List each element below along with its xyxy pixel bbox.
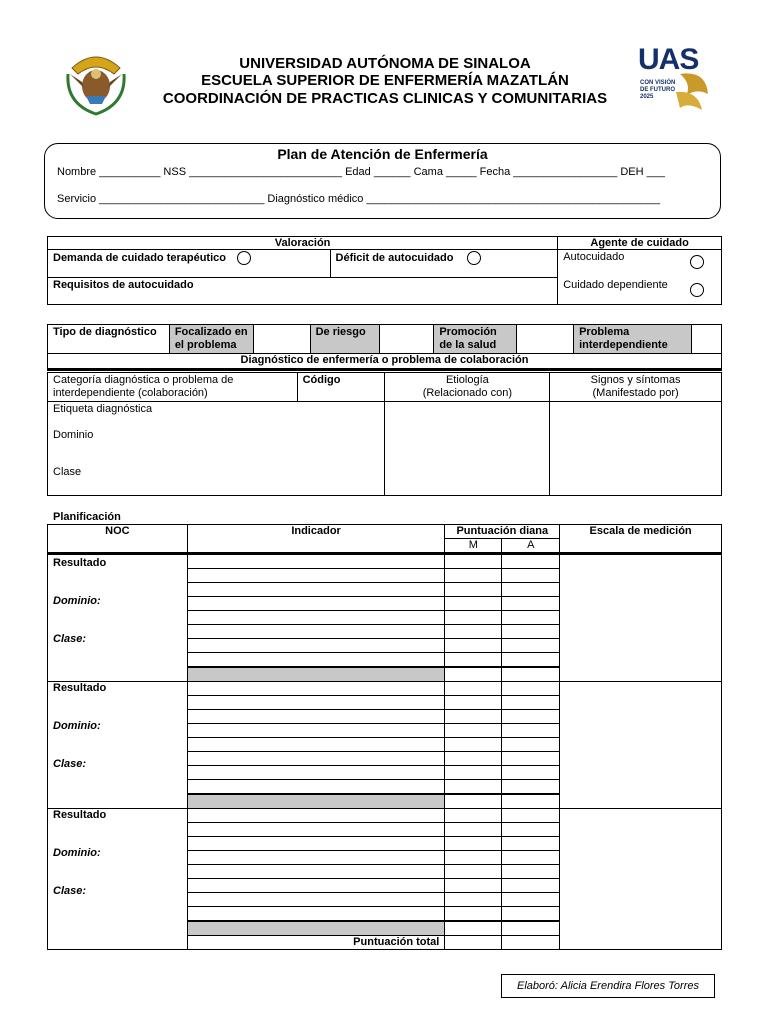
clase-label: Clase: [53, 466, 82, 478]
m-cell[interactable]: [445, 809, 502, 823]
categoria-label: Categoría diagnóstica o problema de interdependiente (colaboración): [48, 373, 298, 402]
indicador-subtotal: [187, 667, 445, 682]
resultado-cell-1[interactable]: [48, 554, 188, 682]
a-total-cell[interactable]: [502, 936, 560, 950]
clase-label-3: Clase:: [53, 885, 87, 897]
resultado-label-2: Resultado: [53, 682, 107, 694]
a-cell[interactable]: [502, 809, 560, 823]
promocion-label: Promoción de la salud: [434, 325, 517, 354]
deficit-radio[interactable]: [467, 251, 481, 265]
noc-header: NOC: [48, 525, 188, 554]
resultado-label-3: Resultado: [53, 809, 107, 821]
m-cell[interactable]: [445, 738, 502, 752]
riesgo-box[interactable]: [380, 325, 434, 354]
diagnostico-section-title: Diagnóstico de enfermería o problema de colaboración: [48, 354, 722, 370]
m-cell[interactable]: [445, 625, 502, 639]
m-cell[interactable]: [445, 893, 502, 907]
puntuacion-header: Puntuación diana: [445, 525, 560, 539]
diagnostico-detail-table: [47, 372, 722, 496]
problema-box[interactable]: [692, 325, 722, 354]
header-university: UNIVERSIDAD AUTÓNOMA DE SINALOA: [239, 55, 531, 72]
a-cell[interactable]: [502, 837, 560, 851]
elaboro-footer: Elaboró: Alicia Erendira Flores Torres: [501, 974, 715, 998]
autocuidado-label: Autocuidado: [563, 251, 625, 263]
indicador-row[interactable]: [187, 696, 445, 710]
m-cell[interactable]: [445, 837, 502, 851]
a-cell[interactable]: [502, 794, 560, 809]
indicador-row[interactable]: [187, 597, 445, 611]
clase-label-2: Clase:: [53, 758, 87, 770]
a-cell[interactable]: [502, 738, 560, 752]
a-cell[interactable]: [502, 653, 560, 668]
cuidado-dependiente-radio[interactable]: [690, 283, 704, 297]
indicador-row[interactable]: [187, 682, 445, 696]
demanda-label: Demanda de cuidado terapéutico: [53, 251, 226, 264]
codigo-label: Código: [297, 373, 385, 402]
planificacion-title: Planificación: [53, 511, 121, 523]
header-school: ESCUELA SUPERIOR DE ENFERMERÍA MAZATLÁN: [201, 72, 569, 89]
a-cell[interactable]: [502, 597, 560, 611]
indicador-subtotal: [187, 921, 445, 936]
m-cell[interactable]: [445, 597, 502, 611]
a-cell[interactable]: [502, 921, 560, 936]
escala-cell-1[interactable]: [560, 554, 722, 682]
patient-row-2: Servicio ___________________________ Diagnóstico médico ________________________________________________: [57, 193, 661, 205]
m-cell[interactable]: [445, 921, 502, 936]
requisitos-label: Requisitos de autocuidado: [48, 278, 558, 305]
puntuacion-total-label: Puntuación total: [187, 936, 445, 950]
a-cell[interactable]: [502, 780, 560, 795]
m-cell[interactable]: [445, 780, 502, 795]
indicador-row[interactable]: [187, 837, 445, 851]
a-cell[interactable]: [502, 865, 560, 879]
demanda-radio[interactable]: [237, 251, 251, 265]
uas-logo-text: UAS: [638, 43, 699, 76]
cuidado-dependiente-cell: [558, 278, 722, 305]
riesgo-label: De riesgo: [310, 325, 380, 354]
indicador-row[interactable]: [187, 893, 445, 907]
m-cell[interactable]: [445, 682, 502, 696]
m-cell[interactable]: [445, 653, 502, 668]
dominio-label-2: Dominio:: [53, 720, 101, 732]
indicador-header: Indicador: [187, 525, 445, 554]
a-cell[interactable]: [502, 823, 560, 837]
diagnostico-table: [47, 324, 722, 371]
m-total-cell[interactable]: [445, 936, 502, 950]
m-cell[interactable]: [445, 823, 502, 837]
a-header: A: [502, 539, 560, 554]
autocuidado-cell: [558, 250, 722, 278]
agente-header: Agente de cuidado: [558, 237, 722, 250]
indicador-row[interactable]: [187, 823, 445, 837]
m-cell[interactable]: [445, 865, 502, 879]
dominio-label: Dominio: [53, 429, 94, 441]
cuidado-dependiente-label: Cuidado dependiente: [563, 278, 668, 291]
escala-header: Escala de medición: [560, 525, 722, 554]
m-cell[interactable]: [445, 879, 502, 893]
patient-info-box: [44, 143, 721, 219]
signos-label: Signos y síntomas: [590, 374, 681, 386]
a-cell[interactable]: [502, 766, 560, 780]
a-cell[interactable]: [502, 625, 560, 639]
etiologia-cell: [385, 373, 550, 402]
resultado-cell-3[interactable]: [48, 809, 188, 950]
focalizado-box[interactable]: [253, 325, 310, 354]
a-cell[interactable]: [502, 554, 560, 569]
uas-logo: [636, 44, 712, 116]
indicador-subtotal: [187, 794, 445, 809]
planificacion-table: [47, 524, 722, 950]
a-cell[interactable]: [502, 611, 560, 625]
signos-cell: [550, 373, 722, 402]
etiqueta-label: Etiqueta diagnóstica: [53, 403, 153, 415]
etiologia-sub: (Relacionado con): [422, 387, 512, 399]
autocuidado-radio[interactable]: [690, 255, 704, 269]
m-cell[interactable]: [445, 851, 502, 865]
a-cell[interactable]: [502, 667, 560, 682]
indicador-row[interactable]: [187, 865, 445, 879]
indicador-row[interactable]: [187, 554, 445, 569]
valoracion-header: Valoración: [48, 237, 558, 250]
indicador-row[interactable]: [187, 879, 445, 893]
valoracion-table: [47, 236, 722, 305]
dominio-label-3: Dominio:: [53, 847, 101, 859]
indicador-row[interactable]: [187, 583, 445, 597]
m-cell[interactable]: [445, 766, 502, 780]
a-cell[interactable]: [502, 724, 560, 738]
header-coordination: COORDINACIÓN DE PRACTICAS CLINICAS Y COMUNITARIAS: [162, 90, 608, 107]
indicador-row[interactable]: [187, 809, 445, 823]
m-cell[interactable]: [445, 569, 502, 583]
escala-cell-2[interactable]: [560, 682, 722, 809]
resultado-label-1: Resultado: [53, 557, 107, 569]
demanda-cell: [48, 250, 331, 278]
a-cell[interactable]: [502, 569, 560, 583]
patient-row-1: Nombre __________ NSS _________________________ Edad ______ Cama _____ Fecha _________________ DEH ___: [57, 166, 665, 178]
indicador-row[interactable]: [187, 738, 445, 752]
indicador-row[interactable]: [187, 780, 445, 795]
signos-sub: (Manifestado por): [592, 387, 679, 399]
a-cell[interactable]: [502, 879, 560, 893]
a-cell[interactable]: [502, 639, 560, 653]
a-cell[interactable]: [502, 907, 560, 922]
m-header: M: [445, 539, 502, 554]
m-cell[interactable]: [445, 907, 502, 922]
dominio-label-1: Dominio:: [53, 595, 101, 607]
deficit-cell: [330, 250, 558, 278]
promocion-box[interactable]: [517, 325, 574, 354]
a-cell[interactable]: [502, 710, 560, 724]
m-cell[interactable]: [445, 696, 502, 710]
etiologia-label: Etiología: [445, 374, 489, 386]
indicador-row[interactable]: [187, 752, 445, 766]
etiqueta-cell[interactable]: [48, 402, 385, 496]
escala-cell-3[interactable]: [560, 809, 722, 950]
university-seal-logo: [62, 44, 130, 116]
focalizado-label: Focalizado en el problema: [169, 325, 253, 354]
m-cell[interactable]: [445, 583, 502, 597]
indicador-row[interactable]: [187, 851, 445, 865]
a-cell[interactable]: [502, 851, 560, 865]
m-cell[interactable]: [445, 710, 502, 724]
tipo-diagnostico-label: Tipo de diagnóstico: [48, 325, 170, 354]
form-title: Plan de Atención de Enfermería: [277, 146, 488, 162]
resultado-cell-2[interactable]: [48, 682, 188, 809]
a-cell[interactable]: [502, 583, 560, 597]
indicador-row[interactable]: [187, 569, 445, 583]
indicador-row[interactable]: [187, 611, 445, 625]
indicador-row[interactable]: [187, 766, 445, 780]
indicador-row[interactable]: [187, 653, 445, 668]
a-cell[interactable]: [502, 696, 560, 710]
indicador-row[interactable]: [187, 625, 445, 639]
deficit-label: Déficit de autocuidado: [335, 251, 454, 264]
m-cell[interactable]: [445, 752, 502, 766]
m-cell[interactable]: [445, 611, 502, 625]
a-cell[interactable]: [502, 682, 560, 696]
uas-slogan: CON VISIÓN DE FUTURO 2025: [640, 80, 676, 100]
clase-label-1: Clase:: [53, 633, 87, 645]
m-cell[interactable]: [445, 794, 502, 809]
a-cell[interactable]: [502, 752, 560, 766]
indicador-row[interactable]: [187, 639, 445, 653]
m-cell[interactable]: [445, 724, 502, 738]
m-cell[interactable]: [445, 667, 502, 682]
indicador-row[interactable]: [187, 907, 445, 922]
m-cell[interactable]: [445, 554, 502, 569]
indicador-row[interactable]: [187, 724, 445, 738]
m-cell[interactable]: [445, 639, 502, 653]
signos-entry[interactable]: [550, 402, 722, 496]
etiologia-entry[interactable]: [385, 402, 550, 496]
a-cell[interactable]: [502, 893, 560, 907]
indicador-row[interactable]: [187, 710, 445, 724]
problema-label: Problema interdependiente: [574, 325, 692, 354]
